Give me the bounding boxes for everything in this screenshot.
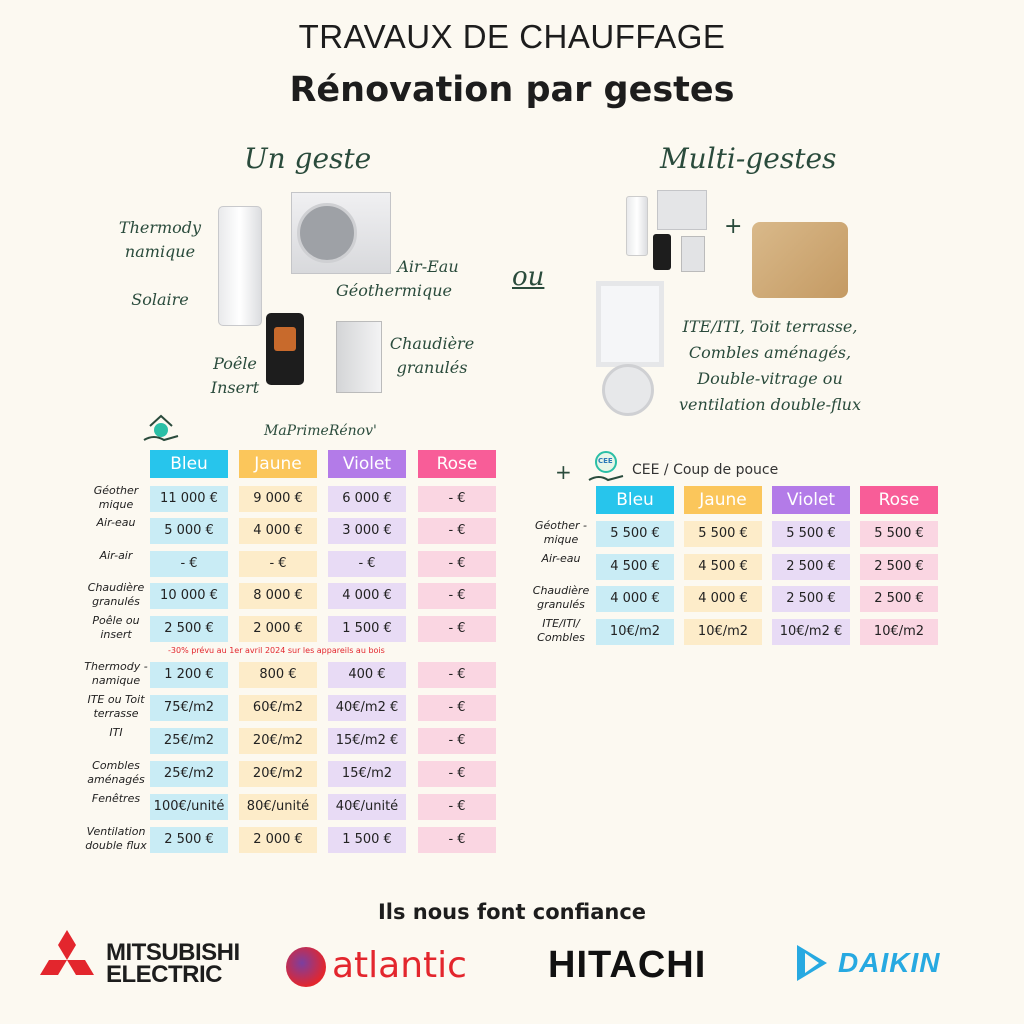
mpr-cell-violet: 1 500 € — [328, 616, 406, 642]
mpr-cell-violet: 15€/m2 € — [328, 728, 406, 754]
plus-sign: + — [724, 214, 743, 239]
cee-cell-bleu: 4 500 € — [596, 554, 674, 580]
mpr-cell-violet: 6 000 € — [328, 486, 406, 512]
vent-icon — [602, 364, 654, 416]
multi-desc-line: ITE/ITI, Toit terrasse, — [682, 317, 858, 336]
daikin-logo-icon — [797, 945, 833, 981]
mpr-row-label: Air-air — [99, 549, 133, 562]
mpr-cell-jaune: 60€/m2 — [239, 695, 317, 721]
mitsubishi-logo-icon — [32, 930, 102, 990]
mpr-cell-jaune: 9 000 € — [239, 486, 317, 512]
mpr-cell-bleu: 2 500 € — [150, 616, 228, 642]
mpr-cell-violet: 1 500 € — [328, 827, 406, 853]
label-poele: Poêle — [213, 354, 257, 373]
mpr-cell-violet: 3 000 € — [328, 518, 406, 544]
multi-gestes-heading: Multi-gestes — [660, 142, 837, 175]
mpr-cell-violet: 400 € — [328, 662, 406, 688]
mpr-cell-jaune: 8 000 € — [239, 583, 317, 609]
window-icon — [596, 281, 664, 367]
cee-plus-sign: + — [555, 460, 572, 484]
mpr-cell-violet: 40€/unité — [328, 794, 406, 820]
cee-cell-bleu: 10€/m2 — [596, 619, 674, 645]
mpr-cell-jaune: - € — [239, 551, 317, 577]
mpr-cell-rose: - € — [418, 518, 496, 544]
cee-cell-jaune: 5 500 € — [684, 521, 762, 547]
mpr-row-label: Combles aménagés — [87, 759, 145, 786]
stove-small-icon — [653, 234, 671, 270]
cee-cell-jaune: 4 000 € — [684, 586, 762, 612]
mpr-cell-bleu: 25€/m2 — [150, 728, 228, 754]
mpr-cell-jaune: 20€/m2 — [239, 728, 317, 754]
boiler-small-icon — [681, 236, 705, 272]
multi-desc-line: ventilation double-flux — [679, 395, 861, 414]
cee-cell-rose: 2 500 € — [860, 554, 938, 580]
label-insert: Insert — [210, 378, 260, 397]
mpr-cell-bleu: 75€/m2 — [150, 695, 228, 721]
mpr-cell-rose: - € — [418, 695, 496, 721]
electric-line: ELECTRIC — [106, 961, 222, 988]
house-hand-icon — [140, 410, 182, 450]
cee-hand-icon — [586, 450, 626, 490]
cee-cell-violet: 10€/m2 € — [772, 619, 850, 645]
mpr-cell-rose: - € — [418, 662, 496, 688]
mpr-cell-bleu: 2 500 € — [150, 827, 228, 853]
cee-row-label: Air-eau — [541, 552, 581, 565]
atlantic-logo: atlantic — [332, 945, 467, 986]
mpr-cell-jaune: 2 000 € — [239, 616, 317, 642]
label-solaire: Solaire — [131, 290, 189, 309]
multi-desc-line: Double-vitrage ou — [697, 369, 843, 388]
mpr-cell-rose: - € — [418, 761, 496, 787]
cee-cell-violet: 2 500 € — [772, 586, 850, 612]
mpr-cell-bleu: 5 000 € — [150, 518, 228, 544]
cee-row-label: Géother -mique — [534, 519, 588, 546]
mpr-cell-bleu: 100€/unité — [150, 794, 228, 820]
mpr-cell-rose: - € — [418, 794, 496, 820]
cee-header-bleu: Bleu — [596, 486, 674, 514]
cee-badge: CEE — [598, 457, 613, 465]
label-air-eau: Air-Eau — [397, 257, 459, 276]
atlantic-logo-icon — [286, 947, 326, 987]
partners-heading: Ils nous font confiance — [377, 900, 647, 924]
mpr-row-label: Chaudière granulés — [87, 581, 145, 608]
cee-cell-bleu: 4 000 € — [596, 586, 674, 612]
mpr-cell-rose: - € — [418, 728, 496, 754]
mpr-row-label: ITI — [109, 726, 123, 739]
mpr-cell-violet: 4 000 € — [328, 583, 406, 609]
cee-cell-violet: 5 500 € — [772, 521, 850, 547]
cee-cell-rose: 5 500 € — [860, 521, 938, 547]
mpr-cell-bleu: 10 000 € — [150, 583, 228, 609]
mpr-cell-jaune: 2 000 € — [239, 827, 317, 853]
cee-cell-jaune: 4 500 € — [684, 554, 762, 580]
mpr-cell-rose: - € — [418, 583, 496, 609]
cee-header-violet: Violet — [772, 486, 850, 514]
page-subtitle: Rénovation par gestes — [289, 70, 735, 110]
label-thermodynamique: Thermody namique — [118, 218, 202, 261]
mitsubishi-logo — [106, 939, 240, 988]
mpr-cell-bleu: - € — [150, 551, 228, 577]
mpr-cell-rose: - € — [418, 551, 496, 577]
mitsubishi-line: MITSUBISHI — [106, 939, 240, 966]
cee-cell-violet: 2 500 € — [772, 554, 850, 580]
multi-description — [660, 314, 880, 418]
mpr-cell-jaune: 20€/m2 — [239, 761, 317, 787]
mpr-cell-bleu: 11 000 € — [150, 486, 228, 512]
mpr-cell-violet: 40€/m2 € — [328, 695, 406, 721]
mpr-cell-jaune: 4 000 € — [239, 518, 317, 544]
heat-pump-small-icon — [657, 190, 707, 230]
label-chaudiere-granules: Chaudière granulés — [389, 334, 475, 377]
mpr-header-rose: Rose — [418, 450, 496, 478]
mpr-cell-violet: - € — [328, 551, 406, 577]
mpr-cell-bleu: 25€/m2 — [150, 761, 228, 787]
mpr-cell-rose: - € — [418, 827, 496, 853]
mpr-cell-rose: - € — [418, 616, 496, 642]
mpr-row-label: Géother mique — [93, 484, 139, 511]
mpr-cell-rose: - € — [418, 486, 496, 512]
cee-header-jaune: Jaune — [684, 486, 762, 514]
mpr-row-label: Thermody -namique — [84, 660, 148, 687]
mpr-cell-jaune: 800 € — [239, 662, 317, 688]
mpr-row-label: Ventilation double flux — [85, 825, 147, 852]
mpr-header-jaune: Jaune — [239, 450, 317, 478]
water-heater-small-icon — [626, 196, 648, 256]
cee-row-label: ITE/ITI/ Combles — [537, 617, 585, 644]
stove-icon — [266, 313, 304, 385]
label-geothermique: Géothermique — [335, 281, 453, 300]
mpr-title: MaPrimeRénov' — [264, 423, 377, 439]
page-title: TRAVAUX DE CHAUFFAGE — [298, 18, 726, 55]
heat-pump-icon — [291, 192, 391, 274]
pellet-boiler-icon — [336, 321, 382, 393]
mpr-header-violet: Violet — [328, 450, 406, 478]
mpr-row-label: Poêle ou insert — [92, 614, 140, 641]
cee-title: CEE / Coup de pouce — [632, 462, 779, 478]
water-heater-icon — [218, 206, 262, 326]
ou-label: ou — [512, 262, 545, 292]
daikin-logo: DAIKIN — [838, 947, 941, 978]
cee-cell-jaune: 10€/m2 — [684, 619, 762, 645]
mpr-cell-violet: 15€/m2 — [328, 761, 406, 787]
mpr-row-label: ITE ou Toit terrasse — [87, 693, 145, 720]
hitachi-logo: HITACHI — [548, 944, 707, 986]
mpr-note: -30% prévu au 1er avril 2024 sur les appareils au bois — [168, 646, 385, 655]
cee-header-rose: Rose — [860, 486, 938, 514]
multi-desc-line: Combles aménagés, — [688, 343, 852, 362]
mpr-row-label: Air-eau — [96, 516, 136, 529]
cee-cell-bleu: 5 500 € — [596, 521, 674, 547]
cee-cell-rose: 10€/m2 — [860, 619, 938, 645]
mpr-row-label: Fenêtres — [91, 792, 141, 805]
cee-cell-rose: 2 500 € — [860, 586, 938, 612]
cee-row-label: Chaudière granulés — [532, 584, 590, 611]
insulation-roll-icon — [752, 222, 848, 298]
mpr-header-bleu: Bleu — [150, 450, 228, 478]
mpr-cell-bleu: 1 200 € — [150, 662, 228, 688]
un-geste-heading: Un geste — [244, 142, 372, 175]
mpr-cell-jaune: 80€/unité — [239, 794, 317, 820]
